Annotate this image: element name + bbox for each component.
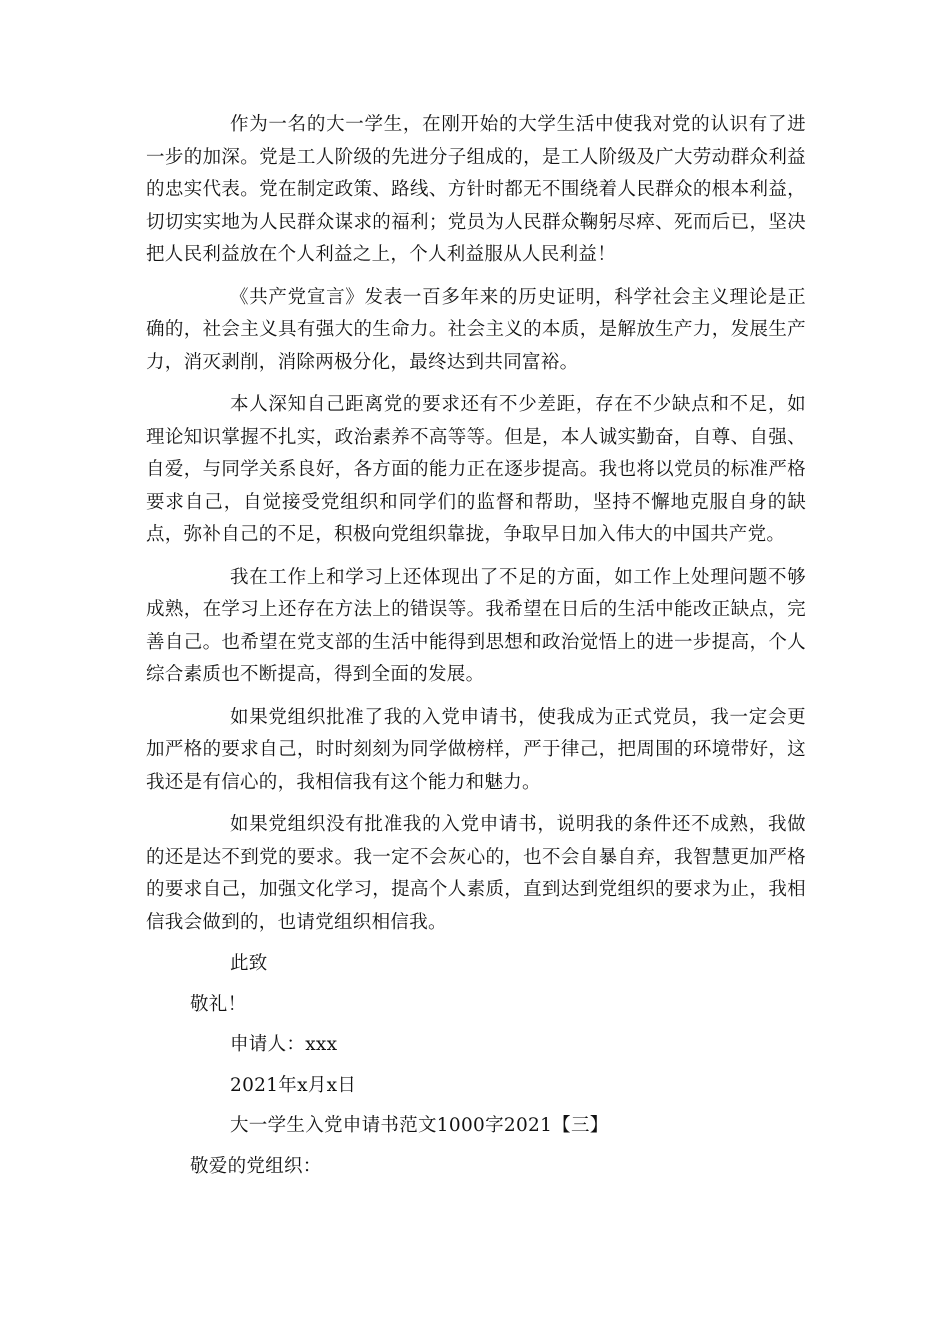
- closing-text: 此致: [230, 953, 268, 974]
- paragraph-3: 本人深知自己距离党的要求还有不少差距，存在不少缺点和不足，如理论知识掌握不扎实，政治素养不高等等。但是，本人诚实勤奋，自尊、自强、自爱，与同学关系良好，各方面的能力正在逐步提高。我也将以党员的标准严格要求自己，自觉接受党组织和同学们的监督和帮助，坚持不懈地克服自身的缺点，弥补自己的不足，积极向党组织靠拢，争取早日加入伟大的中国共产党。: [146, 394, 806, 545]
- letter-body: [146, 109, 806, 949]
- paragraph-1: 作为一名的大一学生，在刚开始的大学生活中使我对党的认识有了进一步的加深。党是工人阶级的先进分子组成的，是工人阶级及广大劳动群众利益的忠实代表。党在制定政策、路线、方针时都无不围绕着人民群众的根本利益，切切实实地为人民群众谋求的福利；党员为人民群众鞠躬尽瘁、死而后已，坚决把人民利益放在个人利益之上，个人利益服从人民利益！: [146, 114, 806, 265]
- applicant-line: 申请人：xxx: [230, 1034, 338, 1055]
- paragraph-2: 《共产党宣言》发表一百多年来的历史证明，科学社会主义理论是正确的，社会主义具有强大的生命力。社会主义的本质，是解放生产力，发展生产力，消灭剥削，消除两极分化，最终达到共同富裕。: [146, 286, 806, 373]
- paragraph-4: 我在工作上和学习上还体现出了不足的方面，如工作上处理问题不够成熟，在学习上还存在方法上的错误等。我希望在日后的生活中能改正缺点，完善自己。也希望在党支部的生活中能得到思想和政治觉悟上的进一步提高，个人综合素质也不断提高，得到全面的发展。: [146, 566, 806, 685]
- date-line: 2021年x月x日: [230, 1075, 357, 1096]
- next-section-title: 大一学生入党申请书范文1000字2021【三】: [230, 1115, 609, 1136]
- salute-text: 敬礼！: [190, 994, 247, 1015]
- paragraph-5: 如果党组织批准了我的入党申请书，使我成为正式党员，我一定会更加严格的要求自己，时时刻刻为同学做榜样，严于律己，把周围的环境带好，这我还是有信心的，我相信我有这个能力和魅力。: [146, 706, 806, 793]
- next-greeting: 敬爱的党组织：: [190, 1156, 322, 1177]
- paragraph-6: 如果党组织没有批准我的入党申请书，说明我的条件还不成熟，我做的还是达不到党的要求。我一定不会灰心的，也不会自暴自弃，我智慧更加严格的要求自己，加强文化学习，提高个人素质，直到达到党组织的要求为止，我相信我会做到的，也请党组织相信我。: [146, 814, 806, 933]
